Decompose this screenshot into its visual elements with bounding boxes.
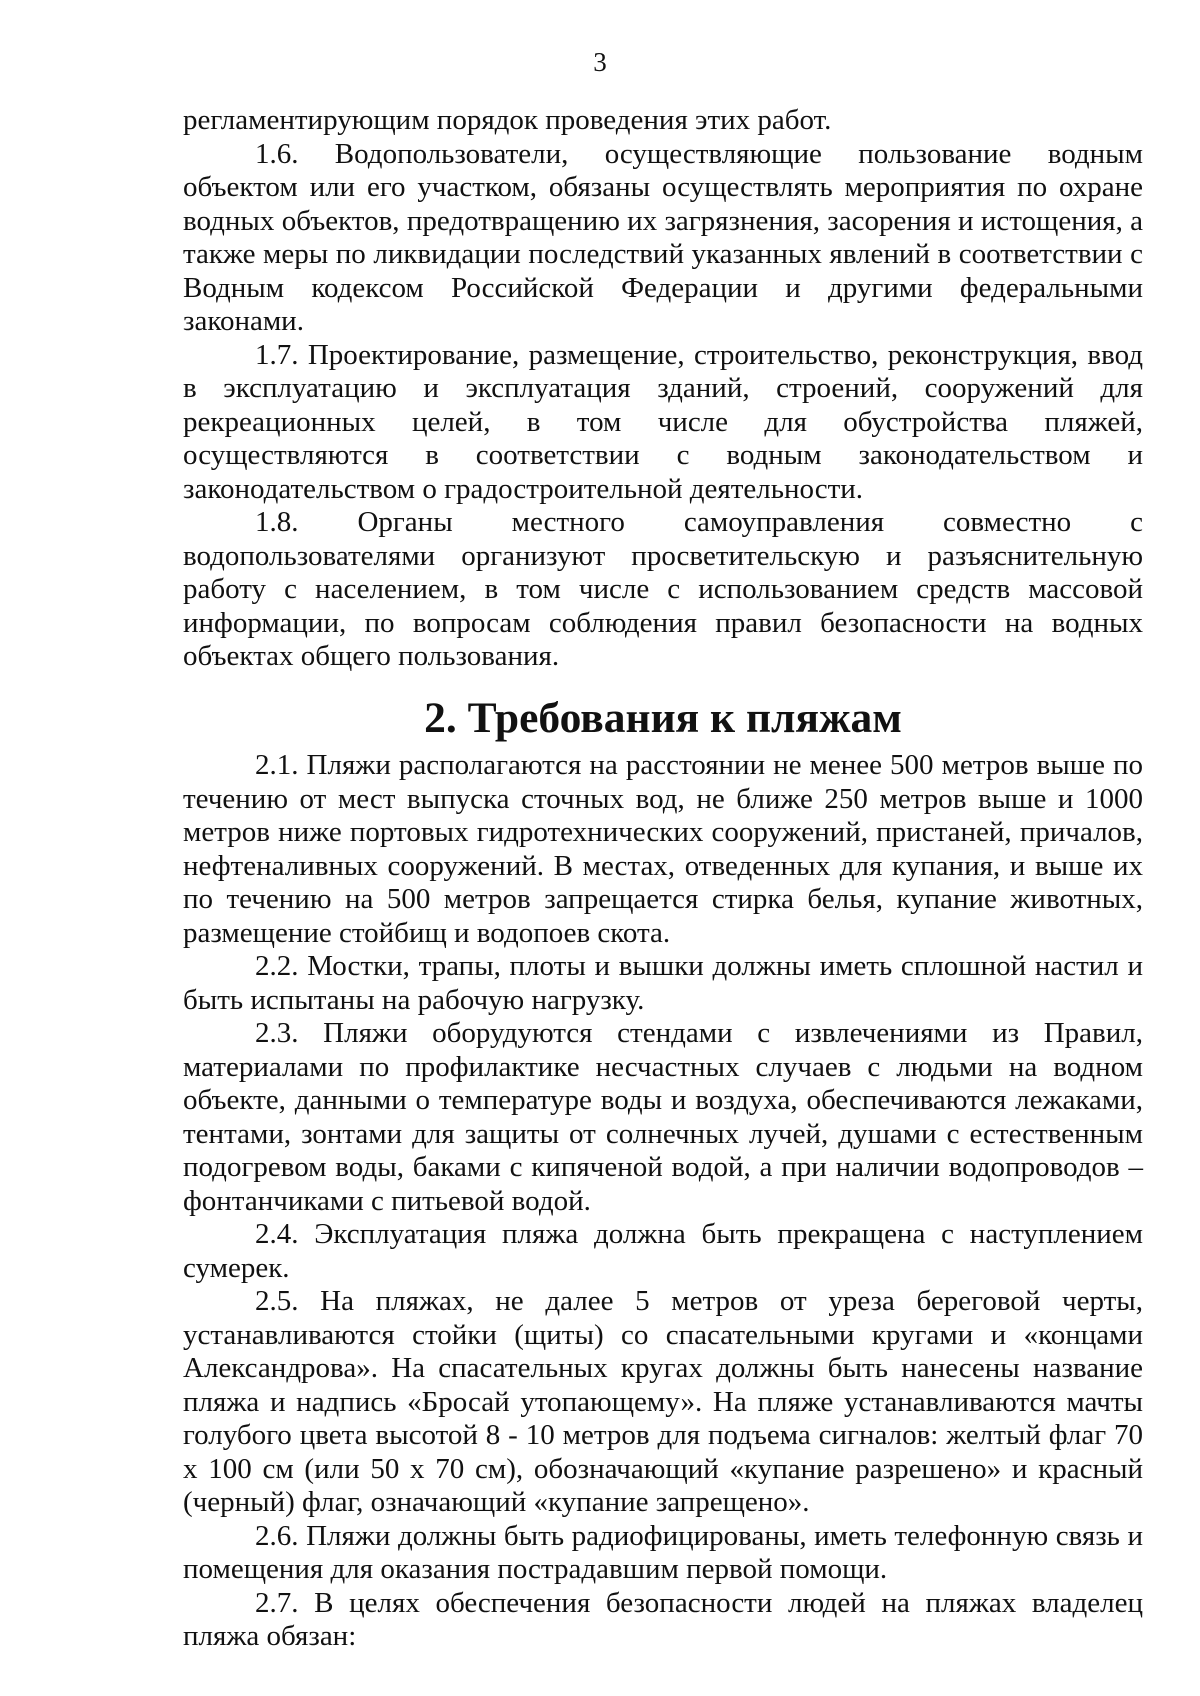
paragraph-2-3: 2.3. Пляжи оборудуются стендами с извлечениями из Правил, материалами по профилактике несчастных случаев с людьми на водном объекте, данными о температуре воды и воздуха, обеспечиваются лежаками, тентами, зонтами для защиты от солнечных лучей, душами с естественным подогревом воды, баками с кипяченой водой, а при наличии водопроводов – фонтанчиками с питьевой водой. — [183, 1017, 1143, 1217]
paragraph-2-2: 2.2. Мостки, трапы, плоты и вышки должны иметь сплошной настил и быть испытаны на рабочую нагрузку. — [183, 950, 1143, 1016]
paragraph-2-1: 2.1. Пляжи располагаются на расстоянии не менее 500 метров выше по течению от мест выпуска сточных вод, не ближе 250 метров выше и 1000 метров ниже портовых гидротехнических сооружений, пристаней, причалов, нефтеналивных сооружений. В местах, отведенных для купания, и выше их по течению на 500 метров запрещается стирка белья, купание животных, размещение стойбищ и водопоев скота. — [183, 749, 1143, 949]
paragraph-2-6: 2.6. Пляжи должны быть радиофицированы, иметь телефонную связь и помещения для оказания пострадавшим первой помощи. — [183, 1519, 1143, 1585]
paragraph-2-4: 2.4. Эксплуатация пляжа должна быть прекращена с наступлением сумерек. — [183, 1218, 1143, 1284]
paragraph-2-5: 2.5. На пляжах, не далее 5 метров от уреза береговой черты, устанавливаются стойки (щиты) со спасательными кругами и «концами Александрова». На спасательных кругах должны быть нанесены название пляжа и надпись «Бросай утопающему». На пляже устанавливаются мачты голубого цвета высотой 8 - 10 метров для подъема сигналов: желтый флаг 70 х 100 см (или 50 х 70 см), обозначающий «купание разрешено» и красный (черный) флаг, означающий «купание запрещено». — [183, 1285, 1143, 1518]
paragraph-2-7: 2.7. В целях обеспечения безопасности людей на пляжах владелец пляжа обязан: — [183, 1586, 1143, 1652]
page-number: 3 — [593, 47, 607, 77]
paragraph-1-8: 1.8. Органы местного самоуправления совместно с водопользователями организуют просветительскую и разъяснительную работу с населением, в том числе с использованием средств массовой информации, по вопросам соблюдения правил безопасности на водных объектах общего пользования. — [183, 506, 1143, 672]
paragraph-1-6: 1.6. Водопользователи, осуществляющие пользование водным объектом или его участком, обязаны осуществлять мероприятия по охране водных объектов, предотвращению их загрязнения, засорения и истощения, а также меры по ликвидации последствий указанных явлений в соответствии с Водным кодексом Российской Федерации и другими федеральными законами. — [183, 137, 1143, 337]
document-body — [183, 104, 1143, 1654]
paragraph-continuation: регламентирующим порядок проведения этих работ. — [183, 104, 832, 136]
section-title: 2. Требования к пляжам — [424, 693, 902, 742]
paragraph-1-7: 1.7. Проектирование, размещение, строительство, реконструкция, ввод в эксплуатацию и эксплуатация зданий, строений, сооружений для рекреационных целей, в том числе для обустройства пляжей, осуществляются в соответствии с водным законодательством и законодательством о градостроительной деятельности. — [183, 338, 1143, 505]
